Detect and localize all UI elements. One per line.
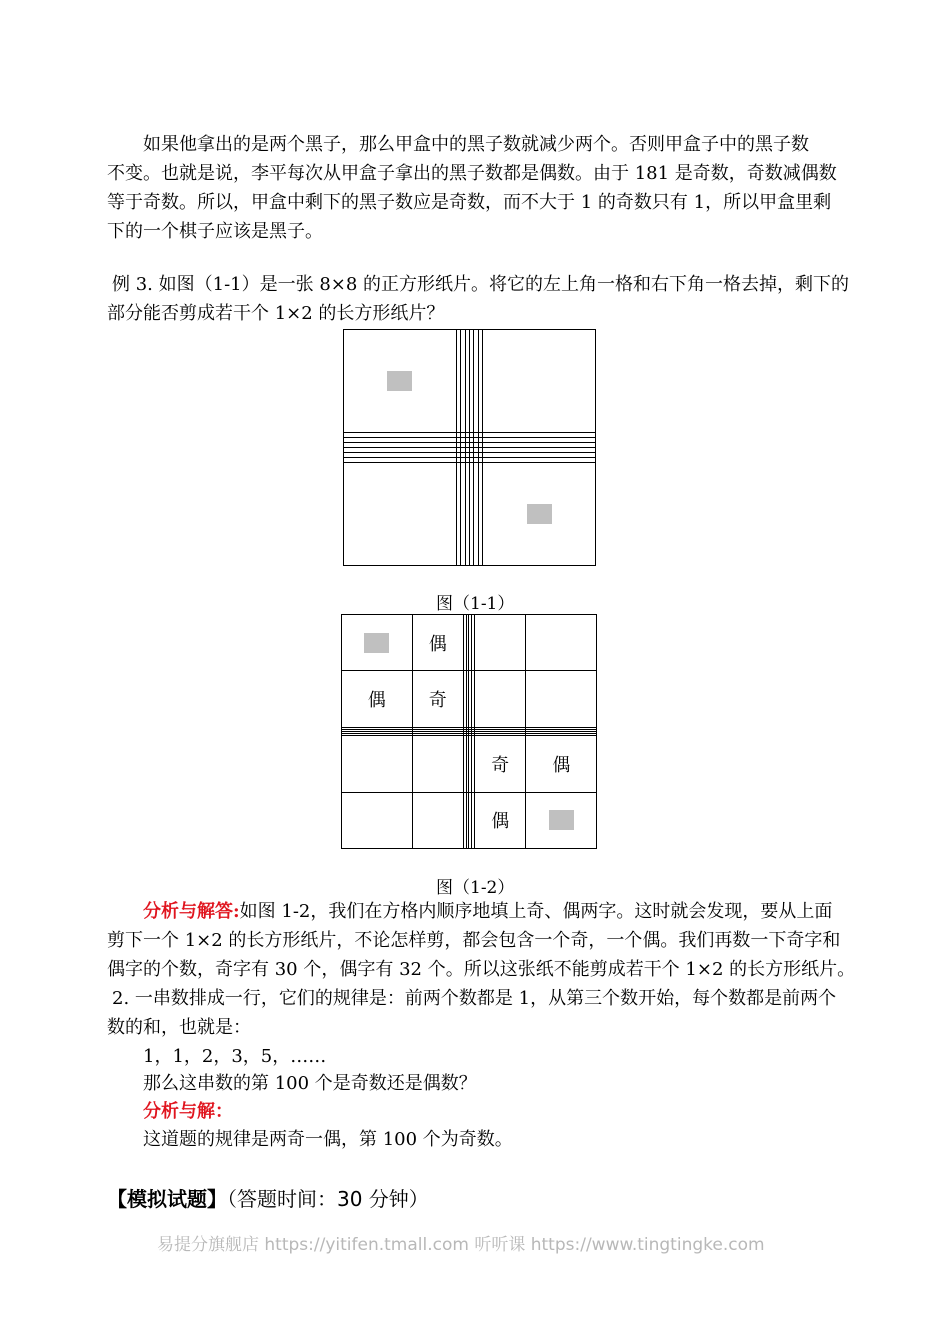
footer-watermark: 易提分旗舰店 https://yitifen.tmall.com 听听课 https://www.tingtingke.com <box>157 1235 765 1255</box>
cell-label-odd: 奇 <box>474 736 526 792</box>
cell-label-even: 偶 <box>474 792 526 848</box>
para1-line-3: 等于奇数。所以，甲盒中剩下的黑子数应是奇数，而不大于 1 的奇数只有 1，所以甲盒里剩 <box>107 192 832 213</box>
removed-cell-top-left <box>387 371 412 391</box>
analysis1-label: 分析与解答: <box>143 901 240 922</box>
removed-cell-bottom-right <box>527 504 552 524</box>
section-heading <box>107 1183 429 1212</box>
grid-figure-1-1 <box>343 329 596 566</box>
cell-label-odd: 奇 <box>412 671 464 727</box>
analysis2-text: 这道题的规律是两奇一偶，第 100 个为奇数。 <box>143 1129 513 1150</box>
cell-label-even: 偶 <box>412 615 464 671</box>
figure-1-1-caption: 图（1-1） <box>436 594 515 614</box>
problem2-line-2: 数的和，也就是： <box>107 1017 251 1038</box>
section-note: （答题时间：30 分钟） <box>227 1187 429 1211</box>
problem2-line-1: 2. 一串数排成一行，它们的规律是：前两个数都是 1，从第三个数开始，每个数都是前两个 <box>112 988 837 1009</box>
analysis1-text-1: 如图 1-2，我们在方格内顺序地填上奇、偶两字。这时就会发现，要从上面 <box>239 901 833 922</box>
problem2-sequence: 1，1，2，3，5，…… <box>143 1046 327 1067</box>
grid-figure-1-2 <box>341 614 597 849</box>
cell-label-even: 偶 <box>526 736 597 792</box>
para1-line-4: 下的一个棋子应该是黑子。 <box>107 221 323 242</box>
example3-line-1: 例 3. 如图（1-1）是一张 8×8 的正方形纸片。将它的左上角一格和右下角一格去掉，剩下的 <box>112 274 850 295</box>
analysis1-line-1 <box>143 900 832 924</box>
removed-cell-top-left <box>364 633 389 653</box>
para1-line-1: 如果他拿出的是两个黑子，那么甲盒中的黑子数就减少两个。否则甲盒子中的黑子数 <box>143 134 809 155</box>
example3-line-2: 部分能否剪成若干个 1×2 的长方形纸片？ <box>107 303 445 324</box>
analysis1-line-2: 剪下一个 1×2 的长方形纸片，不论怎样剪，都会包含一个奇，一个偶。我们再数一下奇字和 <box>107 930 841 951</box>
analysis1-line-3: 偶字的个数，奇字有 30 个，偶字有 32 个。所以这张纸不能剪成若干个 1×2 的长方形纸片。 <box>107 959 856 980</box>
section-title: 【模拟试题】 <box>107 1187 227 1211</box>
para1-line-2: 不变。也就是说，李平每次从甲盒子拿出的黑子数都是偶数。由于 181 是奇数，奇数减偶数 <box>107 163 837 184</box>
cell-label-even: 偶 <box>342 671 413 727</box>
problem2-question: 那么这串数的第 100 个是奇数还是偶数？ <box>143 1073 477 1094</box>
removed-cell-bottom-right <box>549 810 574 830</box>
analysis2-label: 分析与解： <box>143 1101 233 1122</box>
figure-1-2-caption: 图（1-2） <box>436 878 515 898</box>
